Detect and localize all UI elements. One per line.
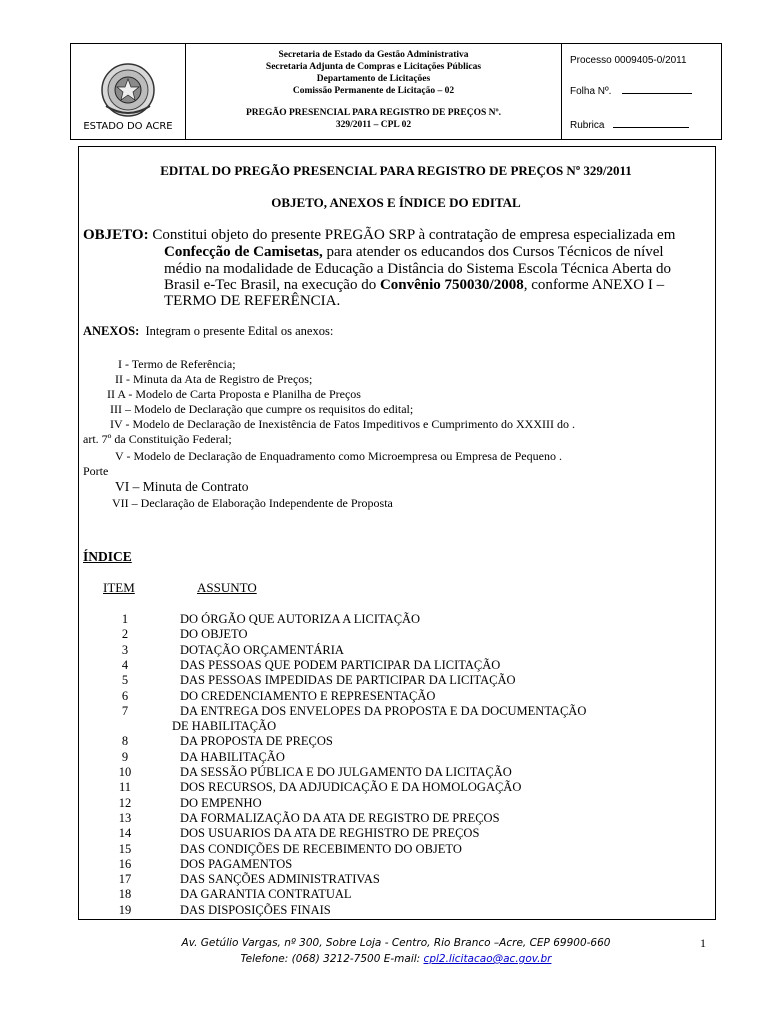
indice-item-subject: DO OBJETO [180,627,248,642]
pregao-line: PREGÃO PRESENCIAL PARA REGISTRO DE PREÇOS Nº. [245,108,501,118]
header-dept-cell [186,44,562,139]
header-seal-cell [71,44,186,139]
indice-item-number: 3 [121,642,129,657]
processo-number: Processo 0009405-0/2011 [570,55,687,66]
objeto-line-4 [164,277,664,294]
indice-item-subject: DO ÓRGÃO QUE AUTORIZA A LICITAÇÃO [180,612,421,626]
indice-item-number: 9 [121,749,129,764]
item-column-header: ITEM [103,580,135,595]
folha-field [570,86,692,97]
objeto-text: para atender os educandos dos Cursos Técnicos de nível [322,244,664,260]
anexos-heading [83,324,333,339]
anexo-item: V - Modelo de Declaração de Enquadramento como Microempresa ou Empresa de Pequeno . [115,449,562,463]
indice-item-subject: DO CREDENCIAMENTO E REPRESENTAÇÃO [180,688,436,703]
indice-item-number: 13 [118,810,132,825]
document-title: EDITAL DO PREGÃO PRESENCIAL PARA REGISTRO DE PREÇOS Nº 329/2011 [160,163,632,178]
indice-item-number: 4 [121,657,129,672]
folha-blank [622,93,692,94]
objeto-line-3: médio na modalidade de Educação a Distância do Sistema Escola Técnica Aberta do [164,261,672,277]
indice-item-number: 17 [118,872,132,887]
anexo-item: II - Minuta da Ata de Registro de Preços; [115,372,313,386]
indice-item-subject: DA HABILITAÇÃO [180,749,285,764]
rubrica-label: Rubrica [570,120,605,131]
indice-item-number: 18 [118,887,132,902]
indice-item-subject: DOTAÇÃO ORÇAMENTÁRIA [180,642,344,657]
anexo-item: II A - Modelo de Carta Proposta e Planilha de Preços [107,387,361,401]
footer-email-link[interactable]: cpl2.licitacao@ac.gov.br [423,953,552,965]
indice-item-subject: DOS RECURSOS, DA ADJUDICAÇÃO E DA HOMOLOGAÇÃO [180,780,522,795]
indice-item-subject: DA ENTREGA DOS ENVELOPES DA PROPOSTA E DA DOCUMENTAÇÃO [180,703,587,718]
header-process-cell [562,44,721,139]
indice-item-number: 10 [118,765,132,779]
objeto-label: OBJETO: [83,227,149,243]
coat-of-arms-icon [100,62,156,118]
indice-item-subject: DO EMPENHO [180,795,262,810]
indice-item-subject: DA SESSÃO PÚBLICA E DO JULGAMENTO DA LICITAÇÃO [180,765,512,779]
dept-line: Comissão Permanente de Licitação – 02 [292,86,455,96]
objeto-line-5: TERMO DE REFERÊNCIA. [164,293,341,309]
indice-item-subject: DAS CONDIÇÕES DE RECEBIMENTO DO OBJETO [180,841,462,856]
objeto-bold: Confecção de Camisetas, [164,244,323,260]
anexos-label: ANEXOS: [83,324,140,338]
indice-item-subject: DA PROPOSTA DE PREÇOS [180,734,333,749]
indice-item-number: 11 [118,780,132,795]
dept-line: Departamento de Licitações [316,74,431,84]
indice-item-subject: DOS PAGAMENTOS [180,856,293,871]
indice-item-number: 19 [118,902,132,917]
indice-item-subject: DAS SANÇÕES ADMINISTRATIVAS [180,872,380,887]
indice-item-number: 6 [121,688,129,703]
footer-phone: Telefone: (068) 3212-7500 E-mail: [240,953,424,965]
rubrica-blank [613,127,689,128]
anexo-item: art. 7º da Constituição Federal; [83,432,232,446]
indice-item-number: 15 [118,841,132,856]
indice-item-subject: DA FORMALIZAÇÃO DA ATA DE REGISTRO DE PREÇOS [180,810,500,825]
indice-item-number: 14 [118,826,132,841]
document-subtitle: OBJETO, ANEXOS E ÍNDICE DO EDITAL [271,195,521,210]
convenio-number: Convênio 750030/2008 [379,277,524,293]
anexo-item: Porte [83,464,109,478]
indice-item-number: 2 [121,627,129,642]
dept-line: Secretaria de Estado da Gestão Administrativa [278,50,469,60]
anexo-item: III – Modelo de Declaração que cumpre os requisitos do edital; [110,402,414,416]
rubrica-field [570,120,689,131]
footer-address: Av. Getúlio Vargas, nº 300, Sobre Loja - Centro, Rio Branco –Acre, CEP 69900-660 [181,937,611,949]
indice-item-subject: DAS DISPOSIÇÕES FINAIS [180,902,331,917]
assunto-column-header: ASSUNTO [197,580,257,595]
objeto-text: Brasil e-Tec Brasil, na execução do [164,277,380,293]
indice-item-subject: DE HABILITAÇÃO [172,719,277,734]
indice-item-subject: DA GARANTIA CONTRATUAL [180,887,352,902]
objeto-text: Constitui objeto do presente PREGÃO SRP à contratação de empresa especializada em [152,227,676,243]
estado-label: ESTADO DO ACRE [83,121,173,132]
folha-label: Folha Nº. [570,86,612,97]
anexo-item: VII – Declaração de Elaboração Independente de Proposta [112,496,393,510]
pregao-line: 329/2011 – CPL 02 [335,120,412,130]
objeto-text: , conforme ANEXO I – [523,277,665,293]
indice-item-number: 7 [121,703,129,718]
indice-item-number: 1 [121,612,129,626]
indice-item-number: 8 [121,734,129,749]
header-table [70,43,722,140]
indice-item-subject: DAS PESSOAS IMPEDIDAS DE PARTICIPAR DA LICITAÇÃO [180,673,516,688]
dept-line: Secretaria Adjunta de Compras e Licitações Públicas [265,62,482,72]
objeto-line-2 [164,244,664,261]
indice-item-number: 12 [118,795,132,810]
anexo-item: I - Termo de Referência; [118,357,236,371]
anexo-item: IV - Modelo de Declaração de Inexistência de Fatos Impeditivos e Cumprimento do XXXIII do . [110,417,575,431]
anexo-item: VI – Minuta de Contrato [115,479,249,494]
anexos-intro: Integram o presente Edital os anexos: [145,324,334,338]
page-number: 1 [700,936,706,950]
indice-item-number: 5 [121,673,129,688]
objeto-line-1 [83,227,675,244]
indice-item-subject: DOS USUARIOS DA ATA DE REGHISTRO DE PREÇOS [180,826,480,841]
indice-item-subject: DAS PESSOAS QUE PODEM PARTICIPAR DA LICITAÇÃO [180,657,501,672]
indice-heading: ÍNDICE [83,549,132,564]
footer-contact [78,953,714,965]
indice-item-number: 16 [118,856,132,871]
